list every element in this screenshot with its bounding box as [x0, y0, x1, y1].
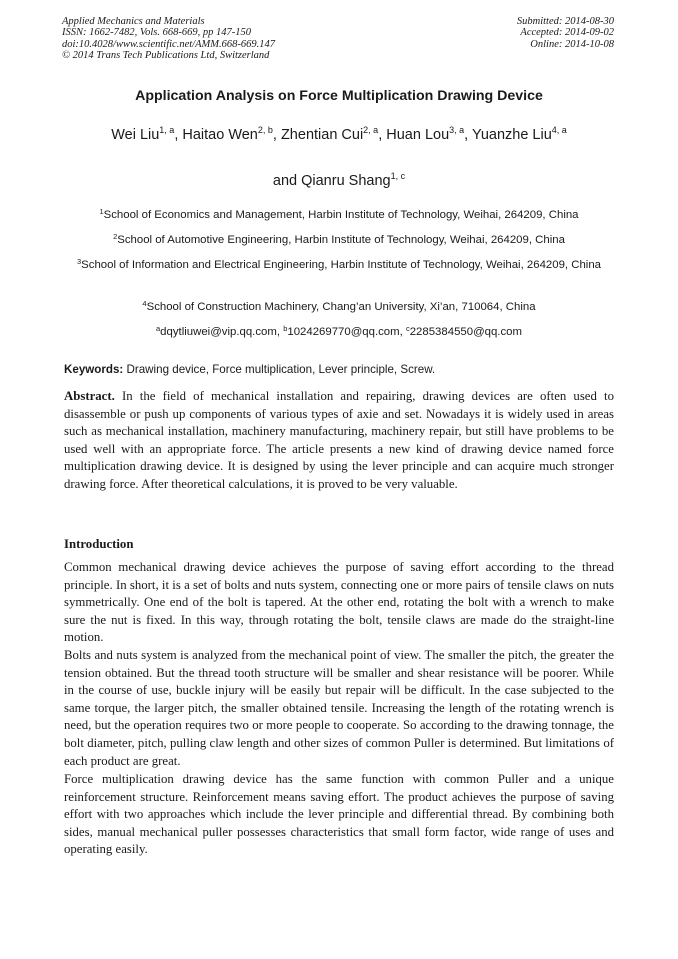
online-date: Online: 2014-10-08: [530, 38, 614, 50]
author: Yuanzhe Liu$^{4, a}$: [471, 125, 567, 143]
abstract-text: In the field of mechanical installation and repairing, drawing devices are often used to disassemble or push up components of various types of axie and set. Nowadays it is widely used in areas such as mechanical installation, machinery manufacturing, machinery repair, but still have problems to be used well with an appropriate force. The article presents a new kind of drawing device named force multiplication drawing device. It is designed by using the lever principle and can acquire much stronger drawing force. After theoretical calculations, it is proved to be very valuable.: [64, 389, 614, 491]
abstract-label: Abstract.: [64, 389, 115, 403]
intro-paragraph-1: Common mechanical drawing device achieves the purpose of saving effort according to the thread principle. In short, it is a set of bolts and nuts system, connecting one or more pairs of tensile claws on nuts symmetrically. One end of the bolt is tapered. At the other end, rotating the bolt with a wrench to make sure the nut is fixed. In this way, through rotating the bolt, tensile claws are made do the straight-line motion.: [64, 560, 614, 645]
author-line-2: [50, 173, 628, 189]
author-line-1: [50, 127, 628, 143]
keywords-label: Keywords:: [64, 363, 124, 376]
issn-line: ISSN: 1662-7482, Vols. 668-669, pp 147-150: [62, 27, 251, 39]
email: $^c$2285384550@qq.com: [405, 324, 522, 338]
abstract: [64, 388, 614, 494]
author: Huan Lou$^{3, a}$,: [386, 125, 472, 143]
accepted-date: Accepted: 2014-09-02: [520, 27, 614, 39]
paper-title: Application Analysis on Force Multiplication Drawing Device: [135, 88, 543, 104]
dates-info: [517, 16, 614, 50]
keywords-text: Drawing device, Force multiplication, Lever principle, Screw.: [123, 363, 436, 376]
journal-name: Applied Mechanics and Materials: [62, 16, 205, 27]
author: Zhentian Cui$^{2, a}$,: [280, 125, 387, 143]
author: and Qianru Shang$^{1, c}$: [272, 171, 406, 189]
copyright-line: © 2014 Trans Tech Publications Ltd, Switzerland: [62, 50, 270, 62]
submitted-date: Submitted: 2014-08-30: [516, 16, 614, 27]
intro-paragraph-3: Force multiplication drawing device has the same function with common Puller and a unique reinforcement structure. Reinforcement means saving effort. The product achieves the purpose of saving effort with two approaches which include the lever principle and differential thread. By combining both sides, manual mechanical puller possesses characteristics that small form factor, wide range of uses and operating easily.: [64, 772, 614, 857]
author: Wei Liu$^{1, a}$,: [111, 125, 183, 143]
email: $^a$dqytliuwei@vip.qq.com,: [156, 324, 284, 338]
affiliation-2: $^2$School of Automotive Engineering, Harbin Institute of Technology, Weihai, 264209, China: [113, 232, 565, 246]
author: Haitao Wen$^{2, b}$,: [182, 125, 281, 143]
doi-line: doi:10.4028/www.scientific.net/AMM.668-669.147: [62, 38, 275, 50]
affiliation-3: $^3$School of Information and Electrical Engineering, Harbin Institute of Technology, Weihai, 264209, China: [76, 257, 602, 271]
journal-info: [62, 16, 275, 62]
email: $^b$1024269770@qq.com,: [283, 324, 406, 338]
section-heading-introduction: Introduction: [64, 537, 134, 551]
affiliation-1: $^1$School of Economics and Management, Harbin Institute of Technology, Weihai, 264209, China: [99, 207, 579, 221]
keywords: [64, 363, 435, 376]
affiliation-4: $^4$School of Construction Machinery, Chang’an University, Xi’an, 710064, China: [142, 299, 536, 313]
email-line: [40, 323, 638, 341]
intro-paragraph-2: Bolts and nuts system is analyzed from the mechanical point of view. The smaller the pitch, the greater the tension obtained. But the thread tooth structure will be smaller and shear resistance will be poorer. While in the course of use, buckle injury will be easily but repair will be difficult. In the case subjected to the same torque, the larger pitch, the smaller obtained tensile. Increasing the length of the rotating wrench is need, but the operation requires two or more people to cooperate. So according to the drawing tonnage, the bolt diameter, pitch, pulling claw length and other sizes of common Puller is determined. But limitations of each product are great.: [64, 648, 614, 768]
